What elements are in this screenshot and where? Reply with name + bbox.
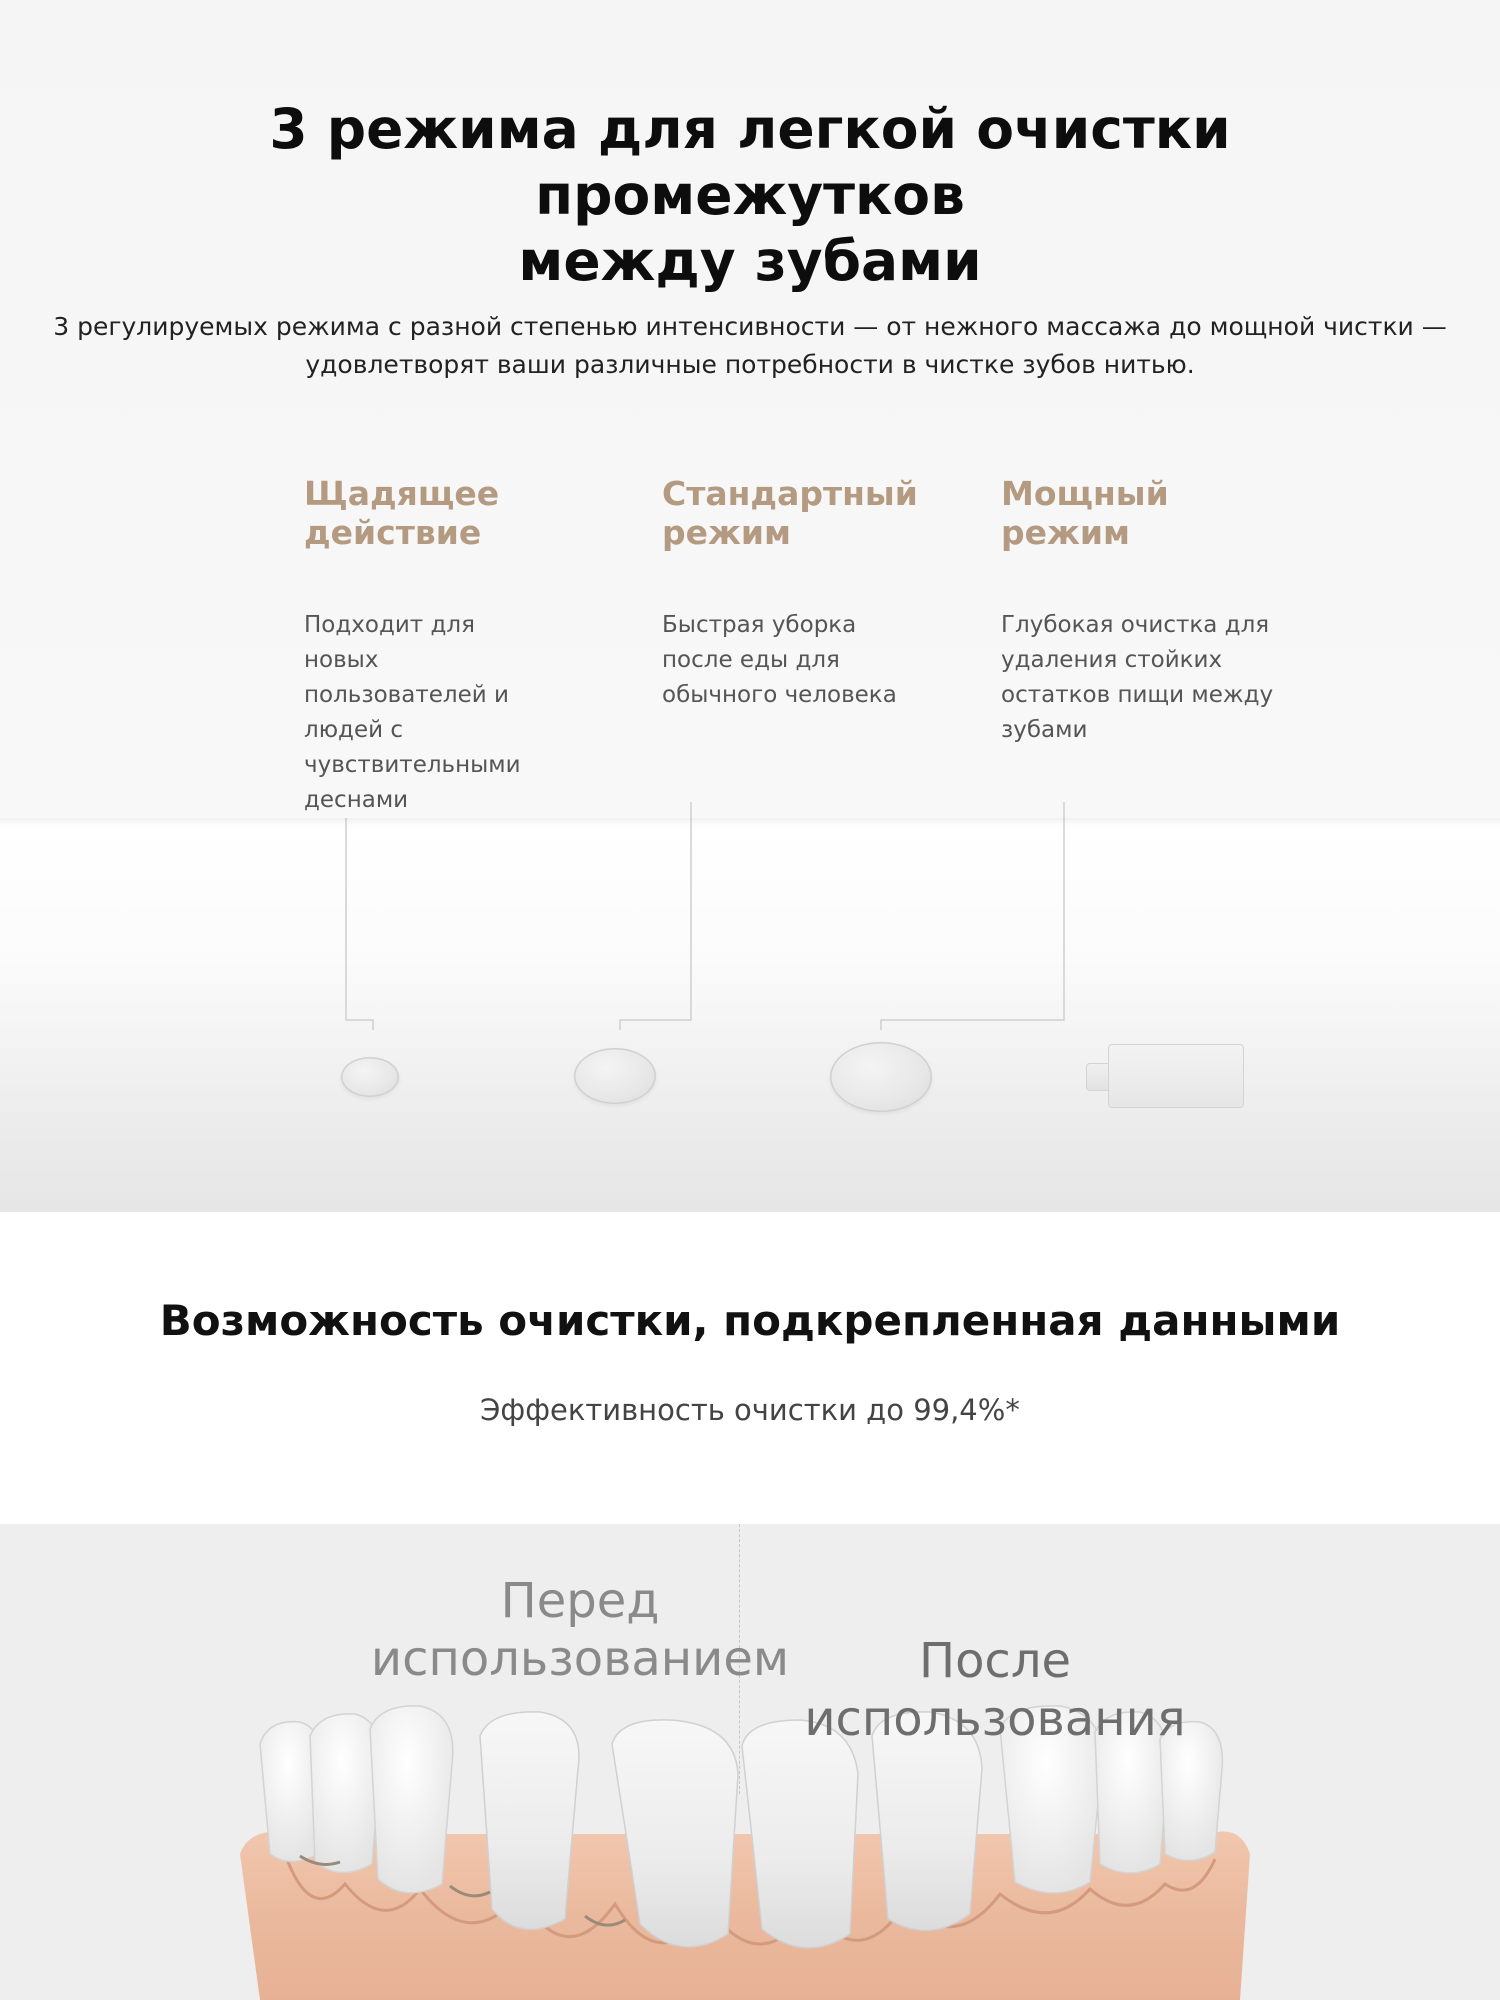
nozzle-small-icon [341,1057,399,1097]
mode-gentle-desc-line: деснами [304,787,409,813]
mode-gentle-desc-line: чувствительными [304,752,521,778]
modes-subtitle-line-1: 3 регулируемых режима с разной степенью интенсивности — от нежного массажа до мощной чистки — [53,312,1447,341]
mode-power [1001,474,1291,748]
modes-title [60,96,1440,294]
device-handle-tip [1086,1063,1110,1091]
connector-line-gentle [346,818,373,1030]
mode-gentle-description [304,608,534,818]
device-handle-body [1108,1044,1244,1108]
modes-title-line-1: 3 режима для легкой очистки промежутков [269,97,1231,227]
mode-power-title-line-1: Мощный [1001,474,1169,513]
modes-subtitle-line-2: удовлетворят ваши различные потребности в чистке зубов нитью. [305,350,1195,379]
mode-power-desc-line: зубами [1001,717,1088,743]
modes-title-line-2: между зубами [518,229,982,293]
mode-gentle-desc-line: Подходит для [304,612,475,638]
mode-power-desc-line: остатков пищи между [1001,682,1274,708]
mode-gentle-desc-line: новых [304,647,379,673]
mode-power-title-line-2: режим [1001,513,1130,552]
mode-standard-desc-line: после еды для [662,647,840,673]
mode-standard-title-line-2: режим [662,513,791,552]
mode-standard-title-line-1: Стандартный [662,474,918,513]
mode-gentle-title-line-1: Щадящее [304,474,500,513]
before-use-label [340,1572,820,1688]
mode-gentle-desc-line: людей с [304,717,404,743]
after-use-label [770,1632,1220,1748]
mode-power-description [1001,608,1291,748]
modes-subtitle [50,308,1450,384]
after-use-label-line-1: После [918,1633,1072,1689]
data-title: Возможность очистки, подкрепленная данными [159,1296,1341,1345]
mode-standard-desc-line: обычного человека [662,682,897,708]
mode-standard-title [662,474,922,552]
before-use-label-line-1: Перед [500,1573,660,1629]
connector-line-power [881,802,1064,1030]
data-section [0,1212,1500,1524]
mode-standard [662,474,922,713]
data-subtitle: Эффективность очистки до 99,4%* [480,1393,1020,1427]
mode-gentle-title [304,474,534,552]
mode-gentle [304,474,534,818]
after-use-label-line-2: использования [804,1691,1186,1747]
nozzle-large-icon [830,1042,932,1112]
comparison-section [0,1524,1500,2000]
connector-line-standard [620,802,691,1030]
mode-power-desc-line: Глубокая очистка для [1001,612,1270,638]
mode-power-desc-line: удаления стойких [1001,647,1223,673]
mode-standard-description [662,608,922,713]
device-handle-icon [1086,1044,1244,1108]
tooth [370,1706,453,1893]
nozzle-medium-icon [574,1048,656,1104]
mode-gentle-desc-line: пользователей и [304,682,509,708]
tooth [480,1712,579,1930]
mode-power-title [1001,474,1291,552]
before-use-label-line-2: использованием [370,1631,790,1687]
mode-gentle-title-line-2: действие [304,513,482,552]
mode-standard-desc-line: Быстрая уборка [662,612,857,638]
